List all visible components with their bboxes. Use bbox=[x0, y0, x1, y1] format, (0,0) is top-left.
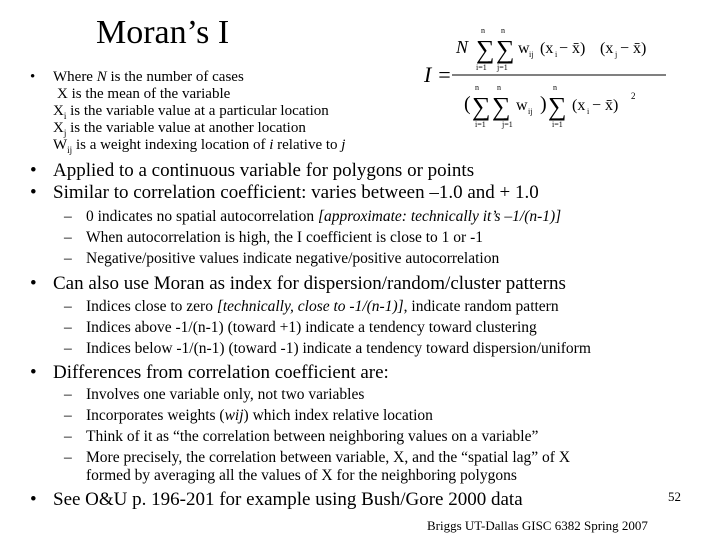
sub-item: – Negative/positive values indicate negative/positive autocorrelation bbox=[64, 250, 500, 267]
bullet-applied: • Applied to a continuous variable for polygons or points bbox=[30, 160, 475, 181]
svg-text:− x̄): − x̄) bbox=[592, 97, 619, 114]
bullet-similar: • Similar to correlation coefficient: varies between –1.0 and + 1.0 bbox=[30, 182, 539, 203]
svg-text:(: ( bbox=[464, 93, 471, 115]
definition-xbar: X is the mean of the variable bbox=[57, 86, 231, 102]
bullet-dispersion: • Can also use Moran as index for dispersion/random/cluster patterns bbox=[30, 273, 566, 294]
svg-text:n: n bbox=[497, 83, 501, 92]
slide-title: Moran’s I bbox=[96, 14, 230, 51]
svg-text:i: i bbox=[555, 50, 558, 59]
svg-text:j: j bbox=[615, 50, 618, 59]
footer-credit: Briggs UT-Dallas GISC 6382 Spring 2007 bbox=[427, 518, 648, 533]
svg-text:(x: (x bbox=[540, 40, 554, 57]
svg-text:n: n bbox=[553, 83, 557, 92]
svg-text:w: w bbox=[518, 40, 530, 57]
sub-item: – Indices above -1/(n-1) (toward +1) indicate a tendency toward clustering bbox=[64, 319, 537, 336]
svg-text:n: n bbox=[475, 83, 479, 92]
svg-text:2: 2 bbox=[631, 91, 636, 101]
svg-text:j=1: j=1 bbox=[497, 63, 508, 72]
den-sum-k: ∑ bbox=[548, 92, 567, 121]
sub-item: – When autocorrelation is high, the I coefficient is close to 1 or -1 bbox=[64, 229, 483, 246]
sub-item: – 0 indicates no spatial autocorrelation [approximate: technically it’s –1/(n-1)] bbox=[64, 208, 562, 225]
definition-wij: $W_{ij}$ is a weight indexing location of i relative to j bbox=[53, 137, 346, 155]
svg-text:j=1: j=1 bbox=[502, 120, 513, 129]
svg-text:(x: (x bbox=[572, 97, 586, 114]
bullet-see-ou: • See O&U p. 196-201 for example using Bush/Gore 2000 data bbox=[30, 489, 523, 510]
formula-n: N bbox=[456, 37, 469, 57]
svg-text:i=1: i=1 bbox=[475, 120, 486, 129]
sub-item: – Indices below -1/(n-1) (toward -1) indicate a tendency toward dispersion/uniform bbox=[64, 340, 591, 357]
svg-text:i=1: i=1 bbox=[476, 63, 487, 72]
svg-text:): ) bbox=[540, 93, 547, 115]
definition-xj: $X_j$ is the variable value at another location bbox=[53, 120, 306, 138]
svg-text:− x̄): − x̄) bbox=[559, 40, 586, 57]
definition-n: Where N is the number of cases bbox=[53, 69, 244, 85]
sub-item: – Incorporates weights (wij) which index relative location bbox=[64, 407, 433, 424]
svg-text:n: n bbox=[501, 26, 505, 35]
bullet-marker: • bbox=[30, 69, 36, 85]
sum-symbol-j: ∑ bbox=[496, 35, 515, 64]
svg-text:i: i bbox=[587, 107, 590, 116]
svg-text:ij: ij bbox=[528, 107, 533, 116]
svg-text:i=1: i=1 bbox=[552, 120, 563, 129]
bullet-differences: • Differences from correlation coefficient are: bbox=[30, 362, 389, 383]
definition-xi: $X_i$ is the variable value at a particular location bbox=[53, 103, 329, 121]
sub-item: – Involves one variable only, not two variables bbox=[64, 386, 365, 403]
svg-text:n: n bbox=[481, 26, 485, 35]
sub-item: – Indices close to zero [technically, close to -1/(n-1)], indicate random pattern bbox=[64, 298, 559, 315]
den-sum-i: ∑ bbox=[472, 92, 491, 121]
svg-text:(x: (x bbox=[600, 40, 614, 57]
sum-symbol-i: ∑ bbox=[476, 35, 495, 64]
sub-item-continuation: formed by averaging all the values of X for the neighboring polygons bbox=[86, 467, 517, 484]
formula-i: I = bbox=[424, 62, 452, 87]
morans-i-formula bbox=[420, 20, 670, 140]
svg-text:w: w bbox=[516, 97, 528, 114]
sub-item: – More precisely, the correlation between variable, X, and the “spatial lag” of X bbox=[64, 449, 571, 466]
den-sum-j: ∑ bbox=[492, 92, 511, 121]
svg-text:− x̄): − x̄) bbox=[620, 40, 647, 57]
sub-item: – Think of it as “the correlation between neighboring values on a variable” bbox=[64, 428, 539, 445]
page-number: 52 bbox=[668, 489, 681, 504]
svg-text:ij: ij bbox=[529, 50, 534, 59]
